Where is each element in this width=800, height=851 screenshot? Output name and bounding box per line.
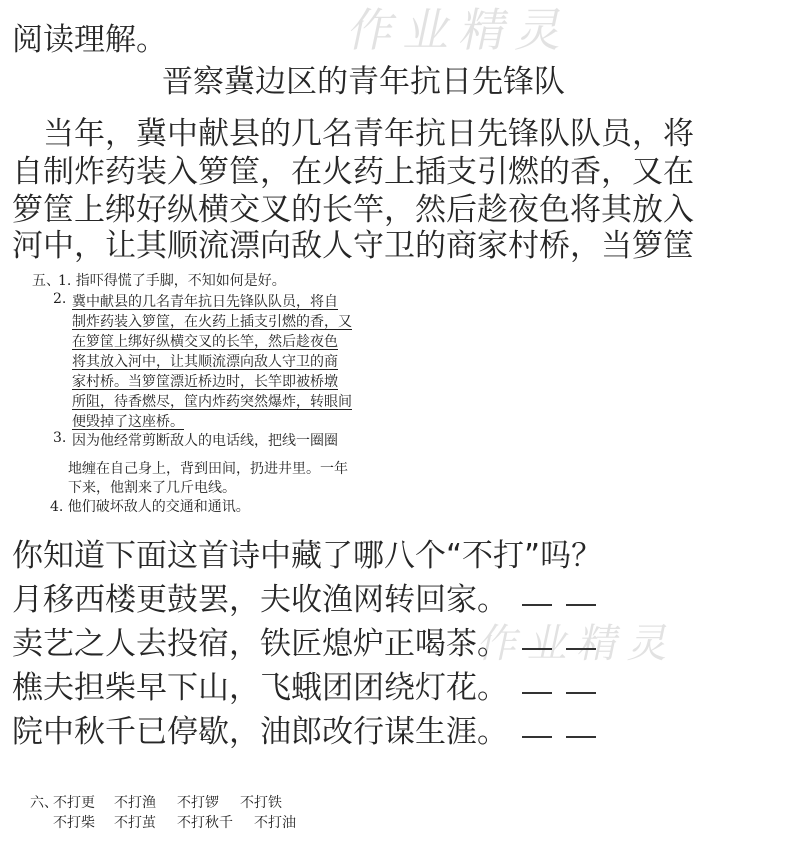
passage-line: 箩筐上绑好纵横交叉的长竿，然后趁夜色将其放入 bbox=[12, 192, 694, 228]
poem-line bbox=[12, 712, 596, 752]
poem-line-text: 卖艺之人去投宿，铁匠熄炉正喝茶。 bbox=[12, 626, 508, 662]
answer-4: 4. 他们破坏敌人的交通和通讯。 bbox=[50, 499, 250, 515]
answer-2-line: 便毁掉了这座桥。 bbox=[72, 414, 184, 430]
riddle-question: 你知道下面这首诗中藏了哪八个“不打”吗？ bbox=[12, 538, 603, 574]
answer-blank bbox=[522, 734, 552, 738]
answers6-label: 六、 bbox=[30, 795, 58, 811]
answer-blank bbox=[522, 690, 552, 694]
answer-2-line: 家村桥。当箩筐漂近桥边时，长竿即被桥墩 bbox=[72, 374, 338, 390]
answer-1: 1. 指吓得慌了手脚，不知如何是好。 bbox=[58, 273, 286, 289]
answer6-item: 不打油 bbox=[254, 815, 296, 831]
answer6-item: 不打更 bbox=[53, 795, 95, 811]
watermark-middle: 作业精灵 bbox=[474, 621, 685, 667]
poem-line-text: 月移西楼更鼓罢，夫收渔网转回家。 bbox=[12, 582, 508, 618]
answer6-item: 不打柴 bbox=[53, 815, 95, 831]
passage-line: 河中，让其顺流漂向敌人守卫的商家村桥，当箩筐 bbox=[12, 228, 694, 264]
answer-blank bbox=[566, 602, 596, 606]
answer-blank bbox=[522, 646, 552, 650]
answer-2-line: 所阻，待香燃尽，筐内炸药突然爆炸，转眼间 bbox=[72, 394, 352, 410]
answer6-item: 不打锣 bbox=[177, 795, 219, 811]
answer6-item: 不打铁 bbox=[240, 795, 282, 811]
answer-3-number: 3. bbox=[53, 430, 67, 446]
answer-2-line: 在箩筐上绑好纵横交叉的长竿，然后趁夜色 bbox=[72, 334, 338, 350]
passage bbox=[0, 100, 800, 264]
answer-2-number: 2. bbox=[53, 291, 67, 307]
answer-3-line: 地缠在自己身上，背到田间，扔进井里。一年 bbox=[68, 461, 348, 477]
answer6-item: 不打渔 bbox=[114, 795, 156, 811]
poem-line bbox=[12, 580, 596, 620]
poem-line bbox=[12, 624, 596, 664]
passage-title: 晋察冀边区的青年抗日先锋队 bbox=[162, 64, 565, 100]
answer6-item: 不打茧 bbox=[114, 815, 156, 831]
answer-2-line: 将其放入河中，让其顺流漂向敌人守卫的商 bbox=[72, 354, 338, 370]
answer-blank bbox=[566, 734, 596, 738]
section-heading: 阅读理解。 bbox=[12, 22, 167, 58]
passage-line: 当年，冀中献县的几名青年抗日先锋队队员，将 bbox=[12, 116, 694, 152]
answer6-item: 不打秋千 bbox=[177, 815, 233, 831]
answer-blank bbox=[522, 602, 552, 606]
answer-3-line: 下来，他割来了几斤电线。 bbox=[68, 480, 236, 496]
answer-blank bbox=[566, 646, 596, 650]
answer-2-line: 制炸药装入箩筐，在火药上插支引燃的香，又 bbox=[72, 314, 352, 330]
poem-line-text: 院中秋千已停歇，油郎改行谋生涯。 bbox=[12, 714, 508, 750]
answer-3-line: 因为他经常剪断敌人的电话线，把线一圈圈 bbox=[72, 433, 338, 449]
answer-2-line: 冀中献县的几名青年抗日先锋队队员，将自 bbox=[72, 294, 338, 310]
passage-line: 自制炸药装入箩筐，在火药上插支引燃的香，又在 bbox=[12, 154, 694, 190]
poem-line bbox=[12, 668, 596, 708]
answers5-label: 五、 bbox=[32, 273, 60, 289]
answer-blank bbox=[566, 690, 596, 694]
poem-line-text: 樵夫担柴早下山，飞蛾团团绕灯花。 bbox=[12, 670, 508, 706]
watermark-top: 作业精灵 bbox=[343, 3, 580, 57]
